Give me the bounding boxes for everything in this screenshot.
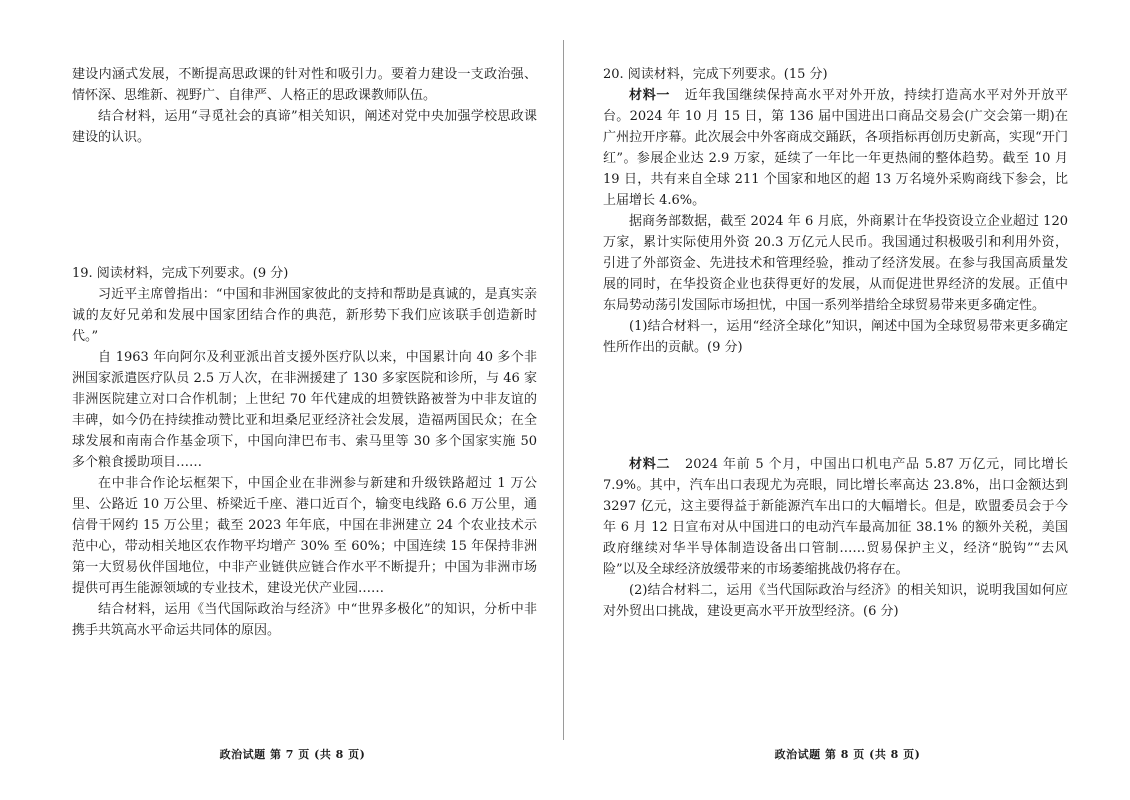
- q19-infrastructure: 在中非合作论坛框架下，中国企业在非洲参与新建和升级铁路超过 1 万公里、公路近 10 万公里、桥梁近千座、港口近百个，输变电线路 6.6 万公里，通信骨干网约 15 万公里；截至 2023 年年底，中国在非洲建立 24 个农业技术示范中心，带动相关地区农作物平均增产 30% 至 60%；中国连续 15 年保持非洲第一大贸易伙伴国地位，中非产业链供应链合作水平不断提升；中国为非洲市场提供可再生能源领域的专业技术，建设光伏产业园……: [72, 476, 537, 596]
- q19-quote: 习近平主席曾指出：“中国和非洲国家彼此的支持和帮助是真诚的，是真实亲诚的友好兄弟和发展中国家团结合作的典范，新形势下我们应该联手创造新时代。”: [72, 287, 537, 344]
- page-8-footer: 政治试题 第 8 页 (共 8 页): [774, 748, 921, 761]
- material1-text: 近年我国继续保持高水平对外开放，持续打造高水平对外开放平台。2024 年 10 月 15 日，第 136 届中国进出口商品交易会(广交会第一期)在广州拉开序幕。此次展会中外客商成交踊跃，各项指标再创历史新高，实现“开门红”。参展企业达 2.9 万家，延续了一年比一年更热闹的整体趋势。截至 10 月 19 日，共有来自全球 211 个国家和地区的超 13 万名境外采购商线下参会，比上届增长 4.6%。: [603, 88, 1068, 208]
- q19-requirement: 结合材料，运用《当代国际政治与经济》中“世界多极化”的知识，分析中非携手共筑高水平命运共同体的原因。: [72, 602, 537, 638]
- q20-material1: [603, 85, 1068, 211]
- material1-label: 材料一: [629, 88, 671, 103]
- q20-sub1: (1)结合材料一，运用“经济全球化”知识，阐述中国为全球贸易带来更多确定性所作出的贡献。(9 分): [603, 319, 1068, 355]
- page-divider: [563, 40, 564, 740]
- right-page: [565, 0, 1130, 800]
- intro-paragraph: 建设内涵式发展，不断提高思政课的针对性和吸引力。要着力建设一支政治强、情怀深、思维新、视野广、自律严、人格正的思政课教师队伍。: [72, 67, 537, 103]
- q20-sub2: (2)结合材料二，运用《当代国际政治与经济》的相关知识，说明我国如何应对外贸出口挑战，建设更高水平开放型经济。(6 分): [603, 583, 1068, 619]
- q19-medical-aid: 自 1963 年向阿尔及利亚派出首支援外医疗队以来，中国累计向 40 多个非洲国家派遣医疗队员 2.5 万人次，在非洲援建了 130 多家医院和诊所，与 46 家非洲医院建立对口合作机制；上世纪 70 年代建成的坦赞铁路被誉为中非友谊的丰碑，如今仍在持续推动赞比亚和坦桑尼亚经济社会发展，造福两国民众；在全球发展和南南合作基金项下，中国向津巴布韦、索马里等 30 多个国家实施 50 多个粮食援助项目……: [72, 350, 537, 470]
- right-column: [603, 64, 1068, 622]
- q20-material1-para2: 据商务部数据，截至 2024 年 6 月底，外商累计在华投资设立企业超过 120 万家，累计实际使用外资 20.3 万亿元人民币。我国通过积极吸引和利用外资，引进了外部资金、先进技术和管理经验，推动了经济发展。在参与我国高质量发展的同时，在华投资企业也获得更好的发展，从而促进世界经济的发展。正值中东局势动荡引发国际市场担忧，中国一系列举措给全球贸易带来更多确定性。: [603, 214, 1068, 313]
- material2-text: 2024 年前 5 个月，中国出口机电产品 5.87 万亿元，同比增长 7.9%。其中，汽车出口表现尤为亮眼，同比增长率高达 23.8%，出口金额达到 3297 亿元，这主要得益于新能源汽车出口的大幅增长。但是，欧盟委员会于今年 6 月 12 日宣布对从中国进口的电动汽车最高加征 38.1% 的额外关税，美国政府继续对华半导体制造设备出口管制……贸易保护主义，经济“脱钩”“去风险”以及全球经济放缓带来的市场萎缩挑战仍将存在。: [603, 457, 1068, 577]
- q18-requirement: 结合材料，运用“寻觅社会的真谛”相关知识，阐述对党中央加强学校思政课建设的认识。: [72, 109, 537, 145]
- q20-material2: [603, 454, 1068, 580]
- q20-heading: 20. 阅读材料，完成下列要求。(15 分): [603, 67, 828, 82]
- page-7-footer: 政治试题 第 7 页 (共 8 页): [219, 748, 366, 761]
- q19-heading: 19. 阅读材料，完成下列要求。(9 分): [72, 266, 289, 281]
- left-column: [72, 64, 537, 641]
- material2-label: 材料二: [629, 457, 671, 472]
